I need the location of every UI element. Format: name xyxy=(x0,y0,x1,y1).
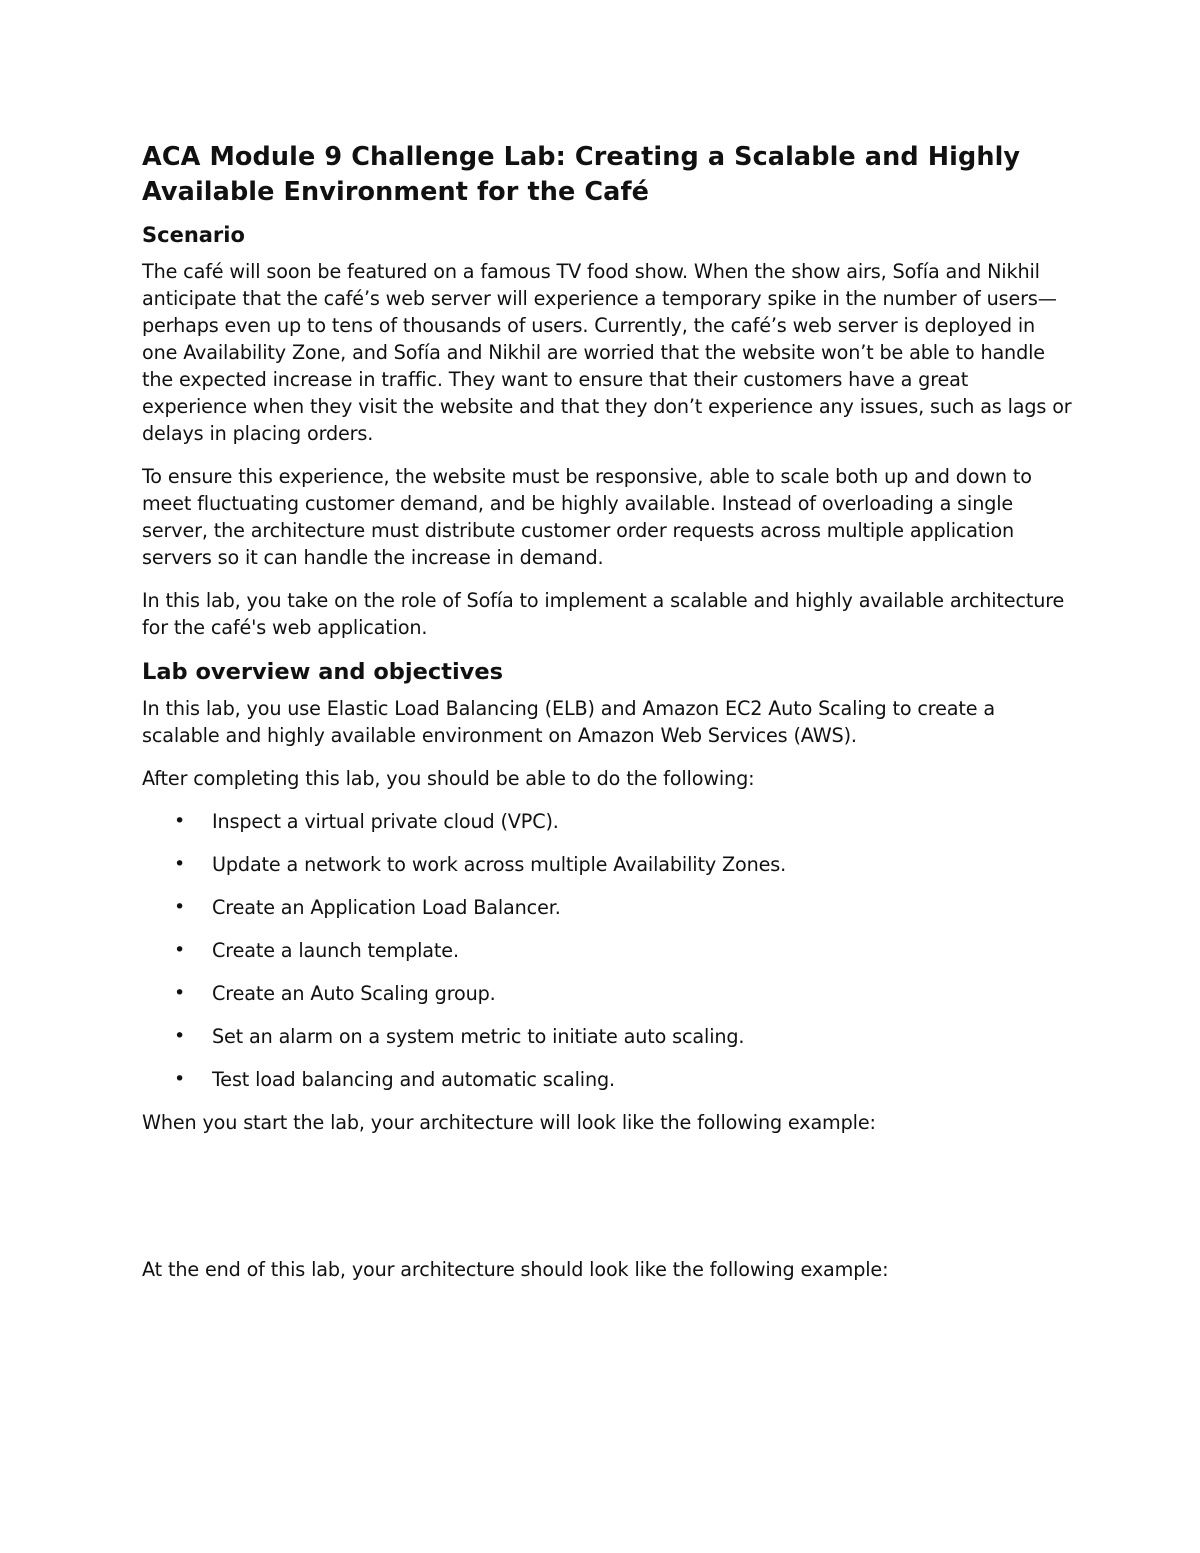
overview-intro: In this lab, you use Elastic Load Balancing (ELB) and Amazon EC2 Auto Scaling to create a scalable and highly available environment on Amazon Web Services (AWS). xyxy=(142,697,995,747)
overview-heading: Lab overview and objectives xyxy=(142,659,503,685)
objective-item xyxy=(142,937,1072,964)
bullet-icon: • xyxy=(174,853,186,875)
objective-item xyxy=(142,808,1072,835)
objective-text: Test load balancing and automatic scaling. xyxy=(212,1068,615,1091)
scenario-paragraph: The café will soon be featured on a famous TV food show. When the show airs, Sofía and Nikhil anticipate that the café’s web server will experience a temporary spike in the number of users—perhaps even up to tens of thousands of users. Currently, the café’s web server is deployed in one Availability Zone, and Sofía and Nikhil are worried that the website won’t be able to handle the expected increase in traffic. They want to ensure that their customers have a great experience when they visit the website and that they don’t experience any issues, such as lags or delays in placing orders. xyxy=(142,260,1072,445)
objective-text: Create a launch template. xyxy=(212,939,459,962)
objective-item xyxy=(142,1066,1072,1093)
objectives-list xyxy=(142,808,1072,1093)
bullet-icon: • xyxy=(174,810,186,832)
objective-text: Create an Application Load Balancer. xyxy=(212,896,561,919)
objective-item xyxy=(142,1023,1072,1050)
start-architecture-caption: When you start the lab, your architecture will look like the following example: xyxy=(142,1111,876,1134)
start-architecture-diagram-placeholder xyxy=(142,1152,1072,1256)
bullet-icon: • xyxy=(174,896,186,918)
objective-text: Set an alarm on a system metric to initiate auto scaling. xyxy=(212,1025,745,1048)
scenario-heading: Scenario xyxy=(142,223,245,247)
end-architecture-diagram-placeholder xyxy=(142,1299,1072,1479)
objectives-lead-in: After completing this lab, you should be able to do the following: xyxy=(142,767,755,790)
objective-item xyxy=(142,894,1072,921)
end-architecture-caption: At the end of this lab, your architecture should look like the following example: xyxy=(142,1258,889,1281)
bullet-icon: • xyxy=(174,1025,186,1047)
objective-item xyxy=(142,980,1072,1007)
objective-item xyxy=(142,851,1072,878)
scenario-paragraph: To ensure this experience, the website must be responsive, able to scale both up and down to meet fluctuating customer demand, and be highly available. Instead of overloading a single server, the architecture must distribute customer order requests across multiple application servers so it can handle the increase in demand. xyxy=(142,465,1032,569)
document-page xyxy=(142,140,1072,1479)
objective-text: Create an Auto Scaling group. xyxy=(212,982,496,1005)
bullet-icon: • xyxy=(174,982,186,1004)
document-title: ACA Module 9 Challenge Lab: Creating a Scalable and Highly Available Environment for the Café xyxy=(142,142,1021,207)
bullet-icon: • xyxy=(174,1068,186,1090)
bullet-icon: • xyxy=(174,939,186,961)
objective-text: Inspect a virtual private cloud (VPC). xyxy=(212,810,559,833)
objective-text: Update a network to work across multiple Availability Zones. xyxy=(212,853,787,876)
scenario-paragraph: In this lab, you take on the role of Sofía to implement a scalable and highly available architecture for the café's web application. xyxy=(142,589,1065,639)
